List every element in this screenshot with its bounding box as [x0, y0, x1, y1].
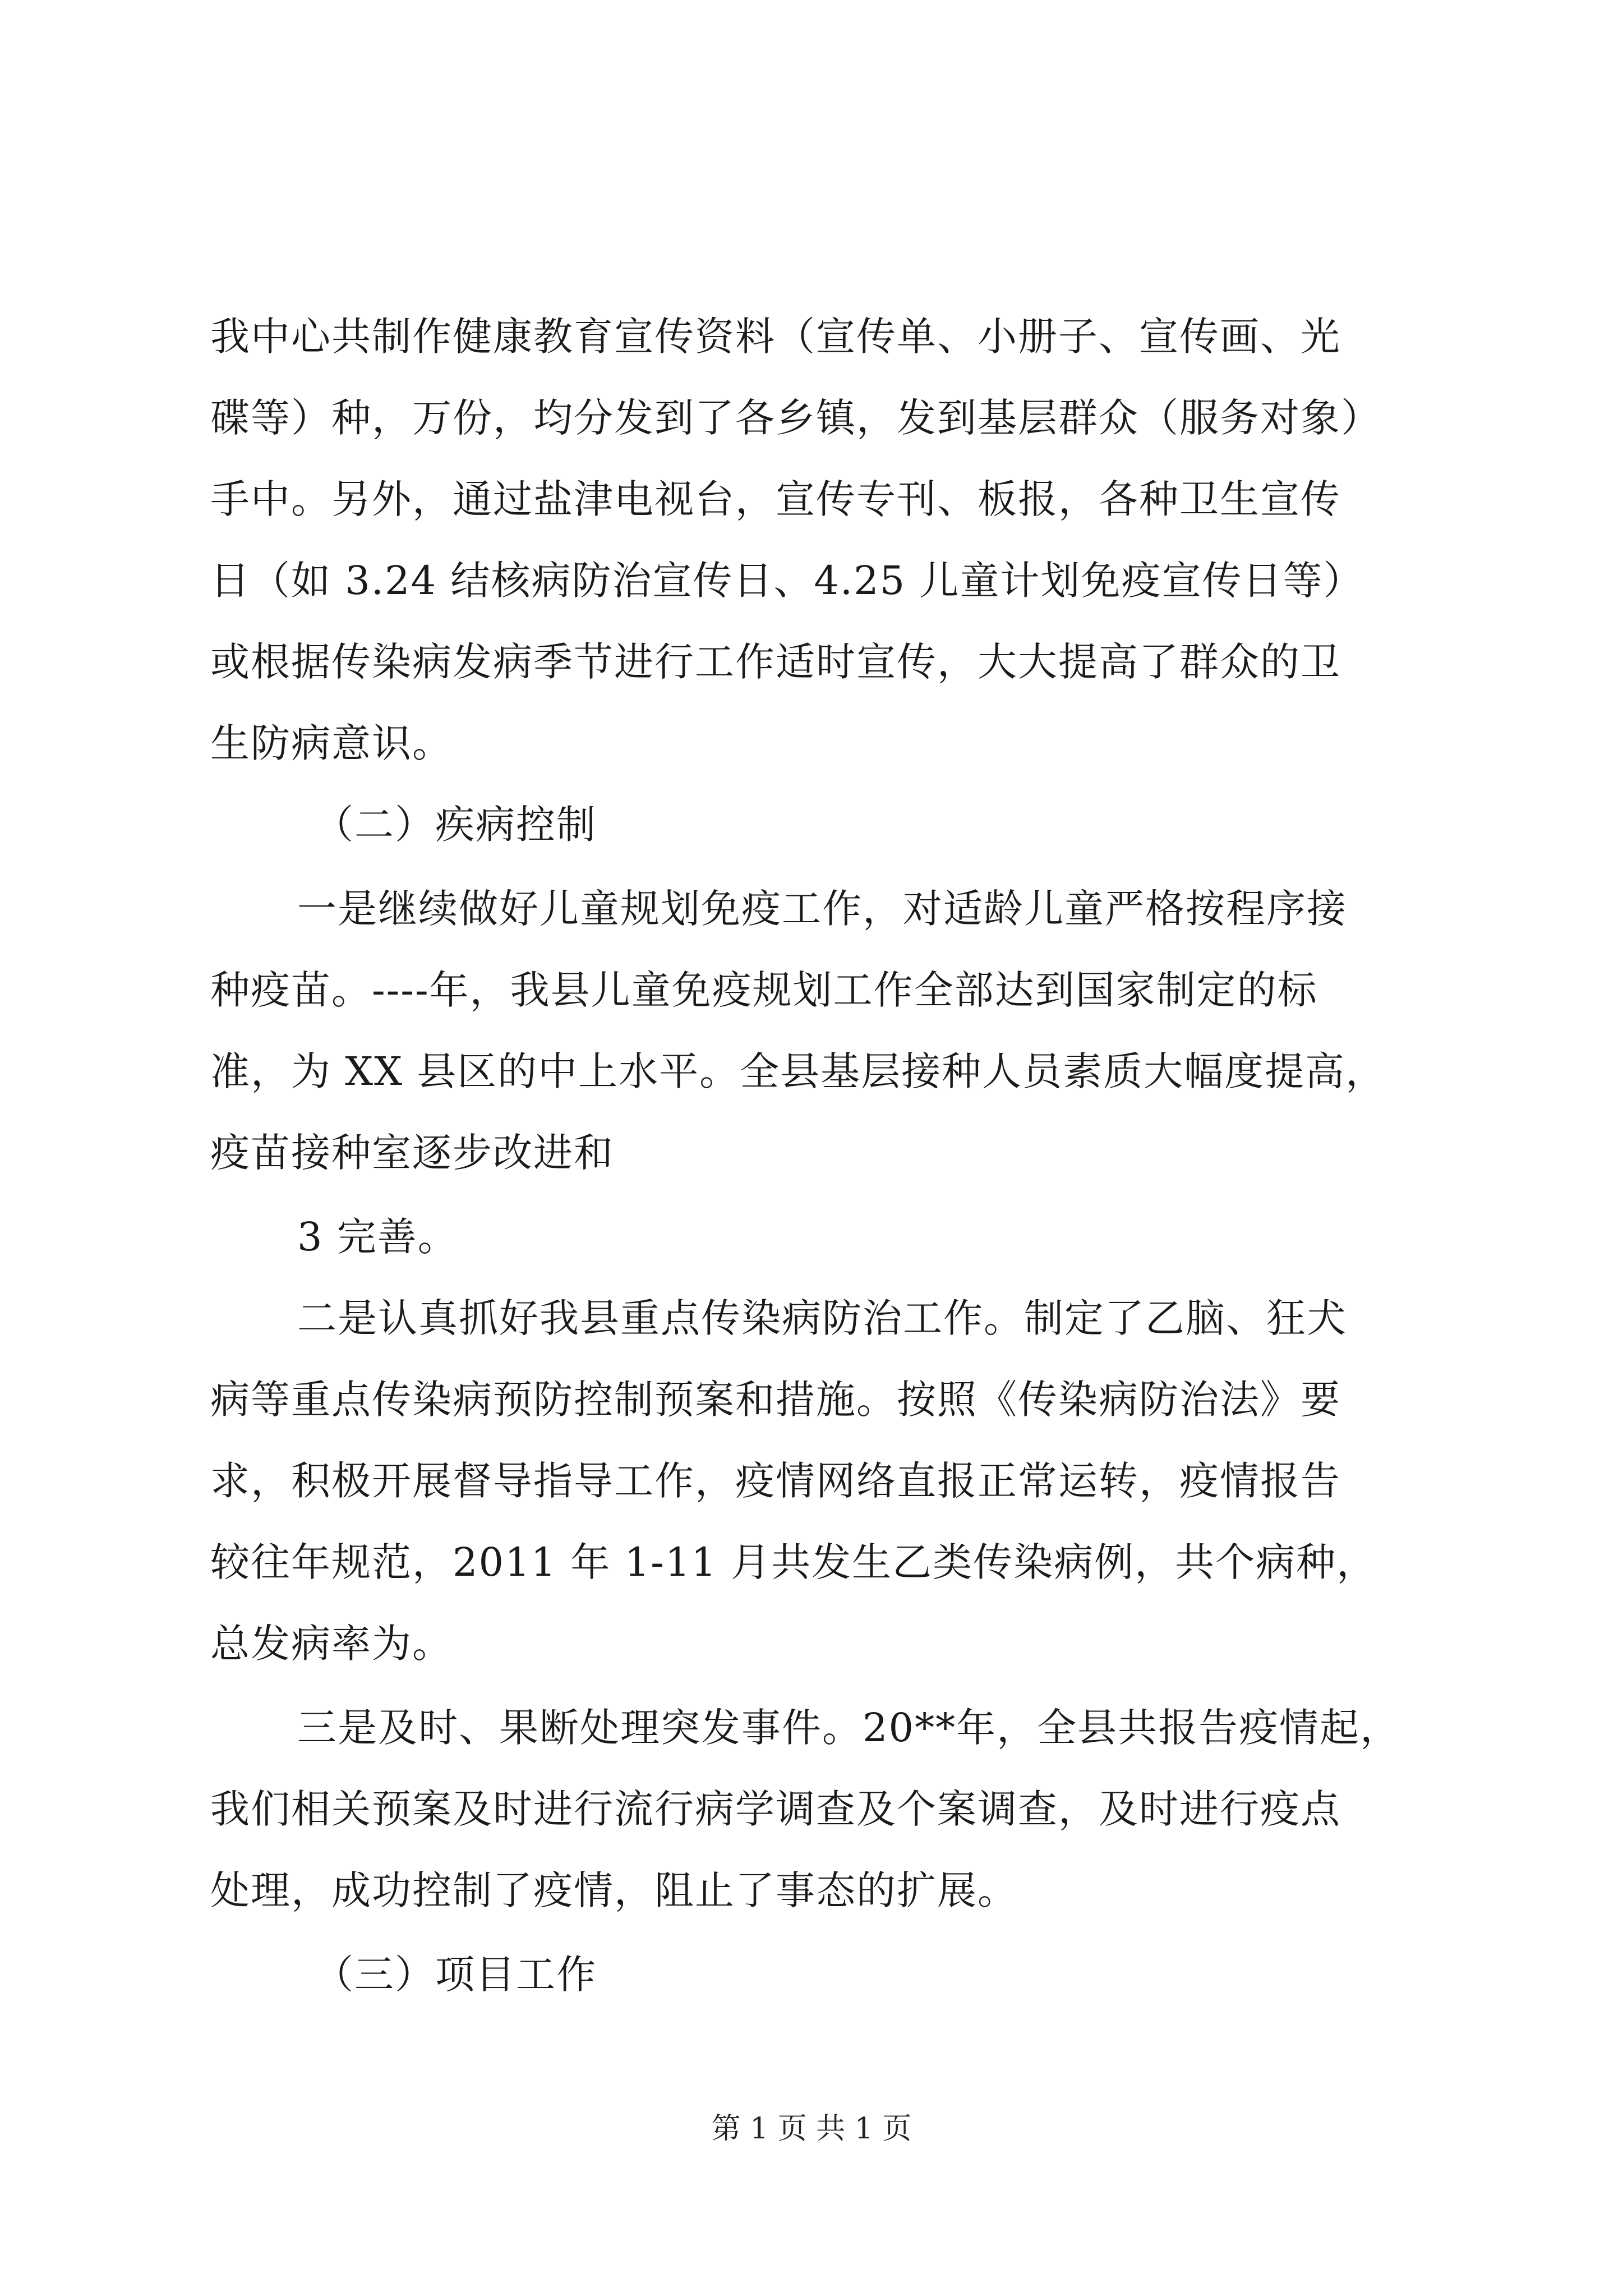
- paragraph-line: 种疫苗。----年，我县儿童免疫规划工作全部达到国家制定的标: [210, 967, 1318, 1013]
- section-heading-project-work: （三）项目工作: [314, 1952, 597, 1998]
- paragraph-line: 或根据传染病发病季节进行工作适时宣传，大大提高了群众的卫: [210, 639, 1341, 685]
- paragraph-line: 我们相关预案及时进行流行病学调查及个案调查，及时进行疫点: [210, 1786, 1341, 1832]
- paragraph-line: 一是继续做好儿童规划免疫工作，对适龄儿童严格按程序接: [297, 886, 1347, 932]
- paragraph-line: 生防病意识。: [210, 720, 453, 766]
- page-footer: 第 1 页 共 1 页: [711, 2112, 912, 2146]
- paragraph-line: 疫苗接种室逐步改进和: [210, 1130, 614, 1176]
- paragraph-line: 碟等）种，万份，均分发到了各乡镇，发到基层群众（服务对象）: [210, 395, 1381, 441]
- paragraph-line: 处理，成功控制了疫情，阻止了事态的扩展。: [210, 1867, 1018, 1913]
- section-heading-disease-control: （二）疾病控制: [314, 802, 597, 848]
- paragraph-line: 手中。另外，通过盐津电视台，宣传专刊、板报，各种卫生宣传: [210, 476, 1341, 522]
- paragraph-line: 日（如 3.24 结核病防治宣传日、4.25 儿童计划免疫宣传日等）: [210, 558, 1364, 604]
- paragraph-line: 准，为 XX 县区的中上水平。全县基层接种人员素质大幅度提高，: [210, 1048, 1386, 1094]
- paragraph-line: 总发病率为。: [210, 1621, 453, 1667]
- paragraph-line: 3 完善。: [297, 1214, 458, 1260]
- paragraph-line: 三是及时、果断处理突发事件。20**年，全县共报告疫情起，: [297, 1705, 1401, 1751]
- paragraph-line: 我中心共制作健康教育宣传资料（宣传单、小册子、宣传画、光: [210, 314, 1341, 360]
- paragraph-line: 求，积极开展督导指导工作，疫情网络直报正常运转，疫情报告: [210, 1458, 1341, 1504]
- paragraph-line: 病等重点传染病预防控制预案和措施。按照《传染病防治法》要: [210, 1377, 1341, 1423]
- paragraph-line: 较往年规范，2011 年 1-11 月共发生乙类传染病例，共个病种，: [210, 1539, 1377, 1585]
- paragraph-line: 二是认真抓好我县重点传染病防治工作。制定了乙脑、狂犬: [297, 1295, 1347, 1341]
